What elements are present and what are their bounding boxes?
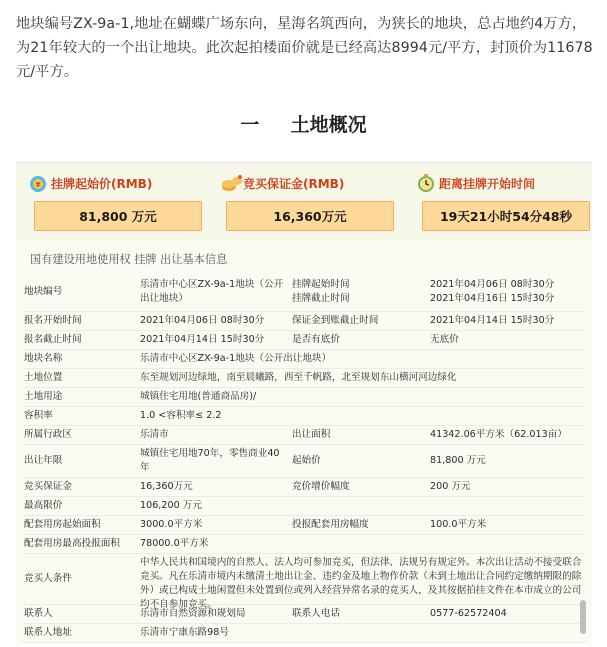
table-row: [22, 515, 586, 534]
stat-label: 距离挂牌开始时间: [439, 176, 536, 191]
cell-label: [290, 273, 428, 311]
table-row: [22, 349, 586, 368]
stat-deposit: [216, 171, 401, 231]
cell-value: 100.0平方米: [428, 515, 586, 534]
table-row: [22, 368, 586, 387]
cell-label: 土地位置: [22, 368, 138, 387]
stat-countdown: [412, 171, 597, 231]
cell-label: 地块编号: [22, 273, 138, 311]
cell-value: 乐清市宁康东路98号: [138, 623, 586, 642]
cell-label: 出让年限: [22, 444, 138, 477]
table-row: [22, 273, 586, 311]
stat-label: 挂牌起始价(RMB): [51, 176, 153, 191]
cell-value: 城镇住宅用地70年，零售商业40年: [138, 444, 290, 477]
cell-label: 最高限价: [22, 496, 138, 515]
stats-bar: [16, 163, 592, 241]
stat-value: 81,800 万元: [34, 201, 202, 231]
info-table: [22, 273, 586, 643]
cell-value: 1.0 <容积率≤ 2.2: [138, 406, 586, 425]
table-row: [22, 406, 586, 425]
table-row: [22, 534, 586, 553]
cell-label: 投报配套用房幅度: [290, 515, 428, 534]
table-row: [22, 330, 586, 349]
table-row: [22, 387, 586, 406]
cell-label: 联系人电话: [290, 604, 428, 623]
stat-value: 19天21小时54分48秒: [422, 201, 590, 231]
stat-start-price: [24, 171, 209, 231]
cell-value: 3000.0平方米: [138, 515, 290, 534]
cell-label: 起始价: [290, 444, 428, 477]
section-title: 土地概况: [290, 114, 367, 136]
table-row: [22, 444, 586, 477]
cell-value: 78000.0平方米: [138, 534, 586, 553]
cell-value: 2021年04月14日 15时30分: [138, 330, 290, 349]
cell-label: 配套用房最高投报面积: [22, 534, 138, 553]
cell-value-b: 2021年04月16日 15时30分: [430, 292, 555, 304]
table-row: [22, 604, 586, 623]
cell-label: 出让面积: [290, 425, 428, 444]
cell-label: 配套用房起始面积: [22, 515, 138, 534]
cell-value: 16,360万元: [138, 477, 290, 496]
cell-label: 土地用途: [22, 387, 138, 406]
table-row: [22, 553, 586, 604]
cell-value: 乐清市中心区ZX-9a-1地块（公开出让地块）: [138, 273, 290, 311]
cell-value[interactable]: [138, 553, 586, 610]
cell-value: 41342.06平方米（62.013亩）: [428, 425, 586, 444]
cell-label: 是否有底价: [290, 330, 428, 349]
table-row: [22, 477, 586, 496]
cell-label: 联系人地址: [22, 623, 138, 642]
cell-value: 无底价: [428, 330, 586, 349]
cell-value: 乐清市: [138, 425, 290, 444]
cell-label: 保证金到账截止时间: [290, 311, 428, 330]
cell-value: 81,800 万元: [428, 444, 586, 477]
stat-value: 16,360万元: [226, 201, 394, 231]
cell-label: 容积率: [22, 406, 138, 425]
land-info-panel: [16, 162, 592, 643]
table-row: [22, 311, 586, 330]
cell-value: 乐清市自然资源和规划局: [138, 604, 290, 623]
coins-icon: [220, 173, 240, 193]
section-number: 一: [240, 114, 260, 136]
clock-icon: [416, 173, 436, 193]
cell-value: 200 万元: [428, 477, 586, 496]
stat-label: 竞买保证金(RMB): [243, 176, 345, 191]
cell-label: 地块名称: [22, 349, 138, 368]
conditions-scroll-area[interactable]: 中华人民共和国境内的自然人、法人均可参加竞买，但法律、法规另有规定外。本次出让活动不接受联合竞买。凡在乐清市境内未缴清土地出让金、违约金及地上物作价款（未到土地出让合同约定缴纳期限的除外）或已构成土地闲置但未处置到位或列入经营异常名录的竞买人，及其按据拍挂文件在本市成立的公司均不自参加竞买。: [140, 556, 582, 610]
cell-value: [428, 273, 586, 311]
table-row: [22, 425, 586, 444]
cell-label: 竞买保证金: [22, 477, 138, 496]
cell-label: 所属行政区: [22, 425, 138, 444]
cell-value: 106,200 万元: [138, 496, 586, 515]
cell-label: 竞价增价幅度: [290, 477, 428, 496]
cell-value: 2021年04月06日 08时30分: [138, 311, 290, 330]
cell-value: 0577-62572404: [428, 604, 586, 623]
table-title: 国有建设用地使用权 挂牌 出让基本信息: [30, 253, 228, 266]
intro-paragraph: 地块编号ZX-9a-1,地址在蝴蝶广场东向，星海名筑西向，为狭长的地块，总占地约4万方，为21年较大的一个出让地块。此次起拍楼面价就是已经高达8994元/平方，封顶价为11678元/平方。: [16, 16, 593, 80]
cell-value: 乐清市中心区ZX-9a-1地块（公开出让地块）: [138, 349, 586, 368]
cell-label: 报名开始时间: [22, 311, 138, 330]
cell-label: 竞买人条件: [22, 553, 138, 604]
money-bag-icon: [28, 173, 48, 193]
cell-label-b: 挂牌截止时间: [292, 292, 350, 304]
cell-value: 东至规划河边绿地，南至晨曦路，西至千帆路，北至规划东山横河河边绿化: [138, 368, 586, 387]
cell-value-a: 2021年04月06日 08时30分: [430, 278, 555, 290]
conditions-scrollbar[interactable]: [580, 600, 586, 634]
cell-label: 联系人: [22, 604, 138, 623]
table-row: [22, 496, 586, 515]
svg-text:¥: ¥: [35, 181, 41, 189]
cell-label-a: 挂牌起始时间: [292, 278, 350, 290]
cell-value: 城镇住宅用地(普通商品房)/: [138, 387, 586, 406]
section-heading: [0, 110, 607, 137]
table-row: [22, 623, 586, 642]
cell-value: 2021年04月14日 15时30分: [428, 311, 586, 330]
cell-label: 报名截止时间: [22, 330, 138, 349]
